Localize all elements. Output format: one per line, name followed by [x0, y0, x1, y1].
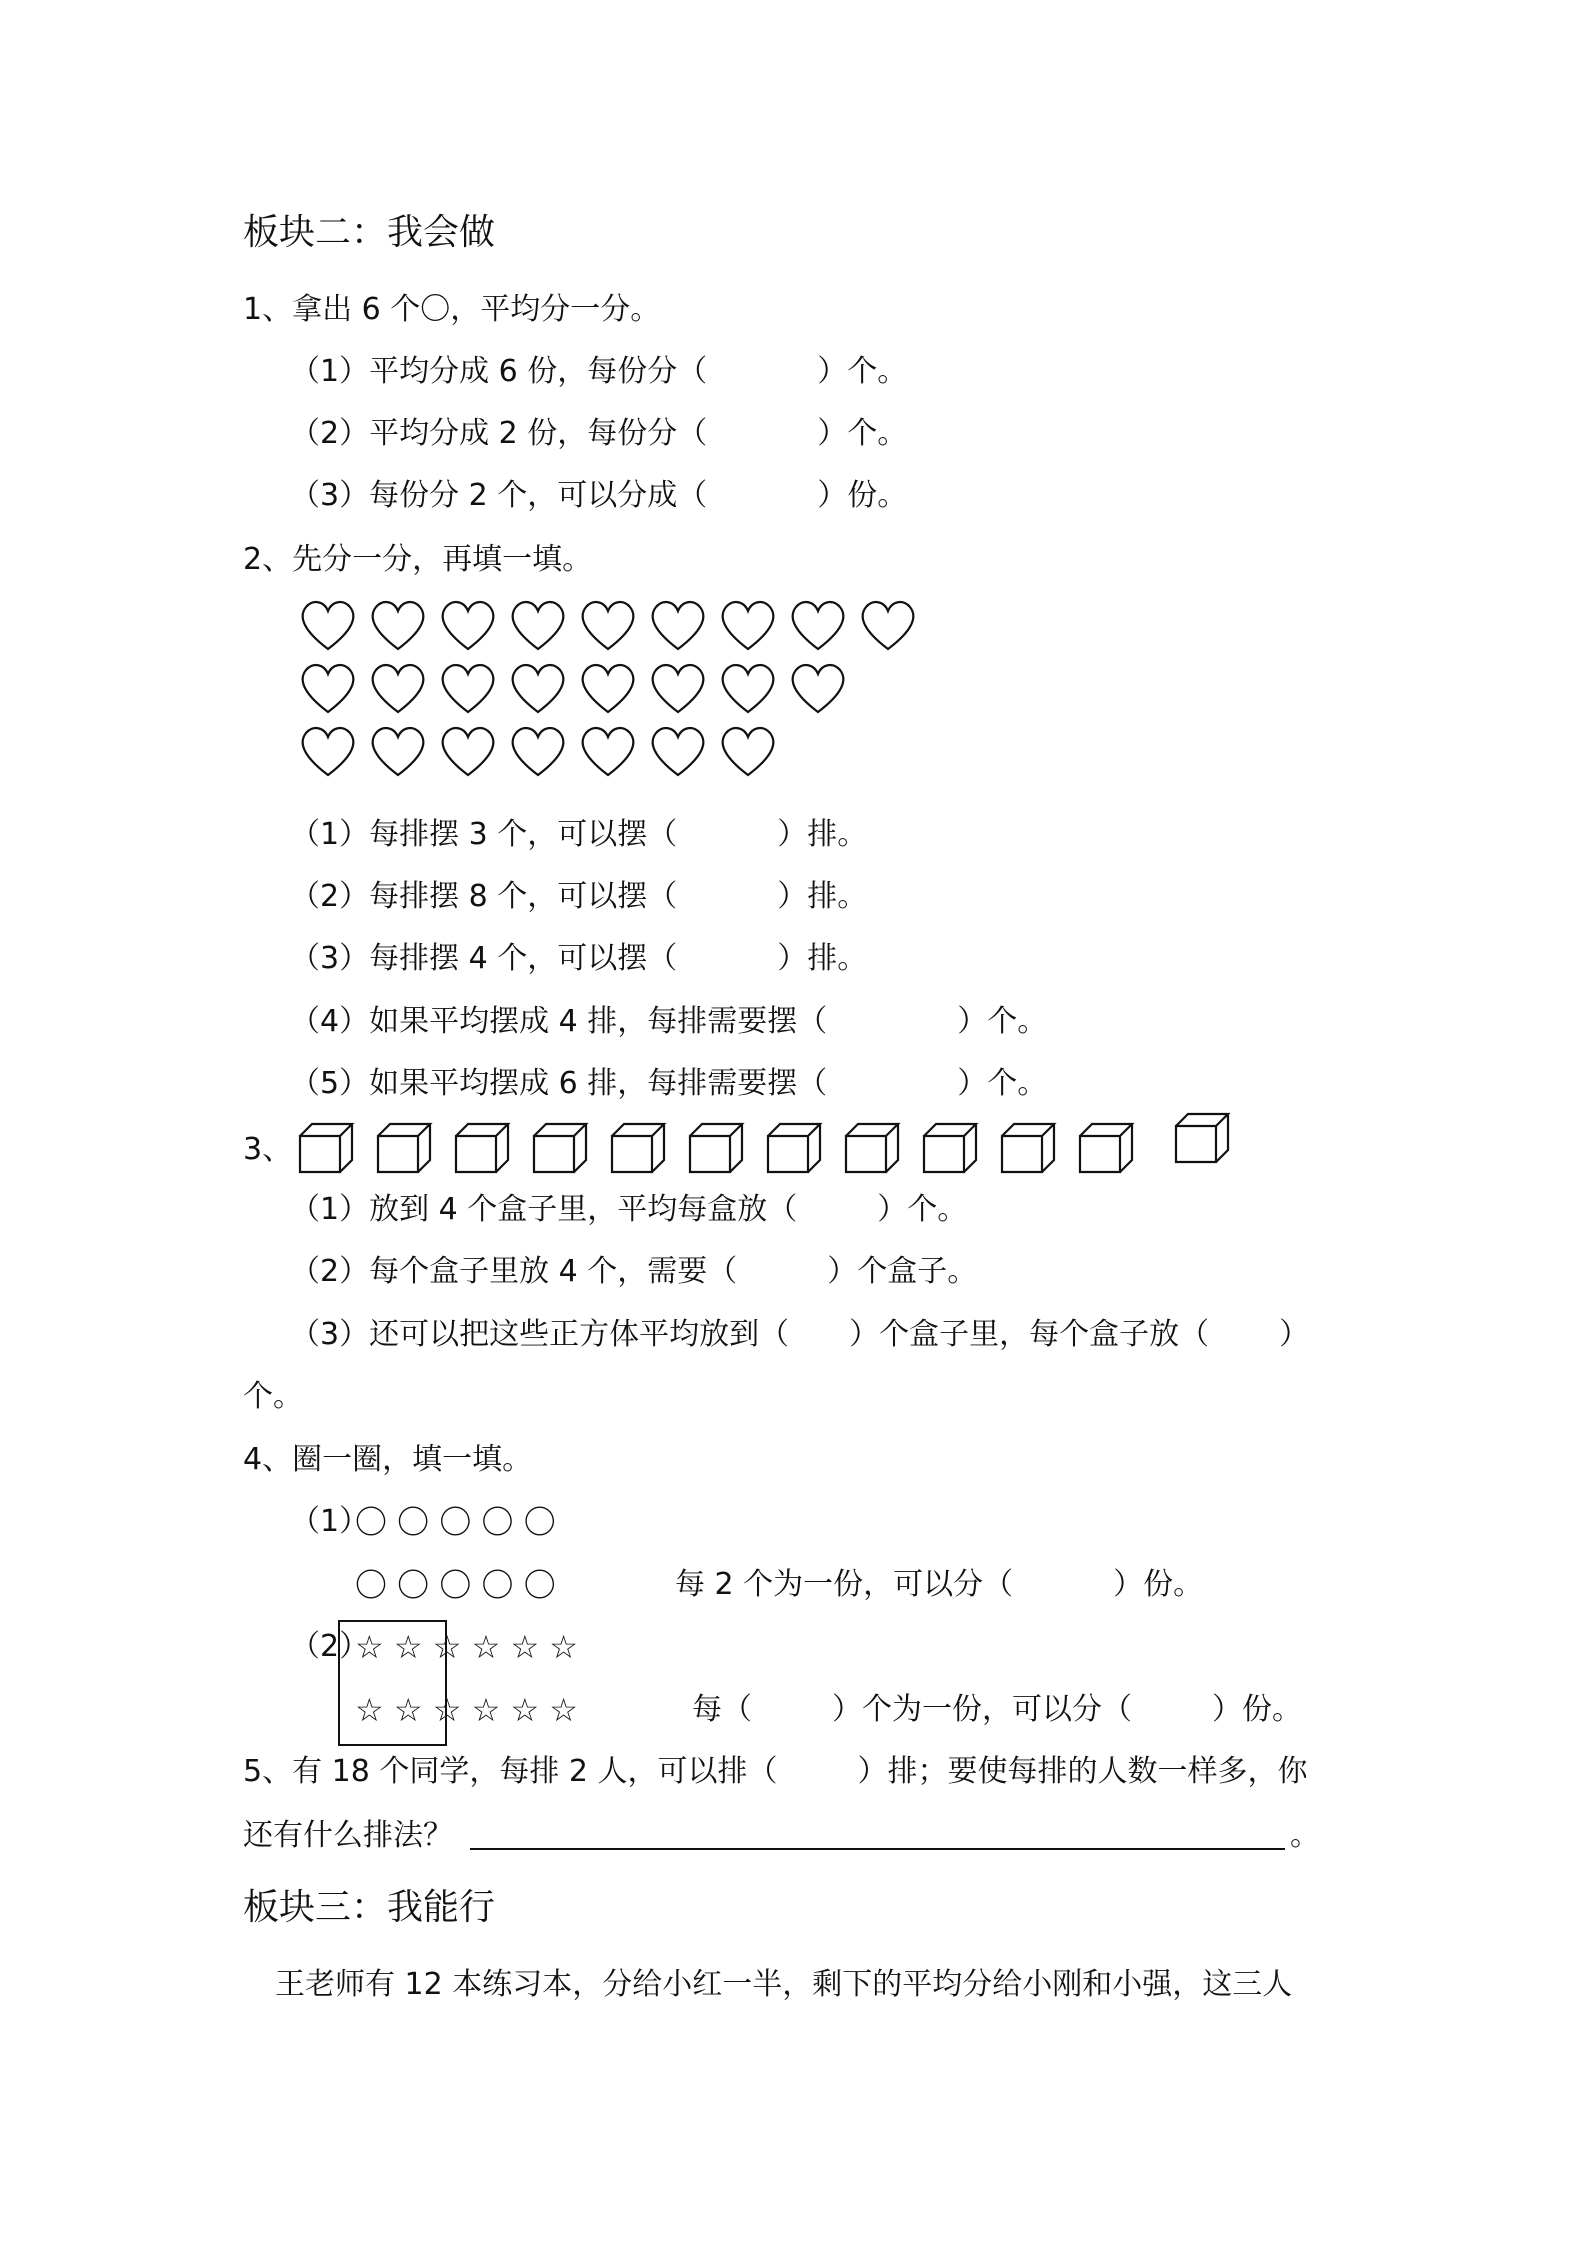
cube-icon[interactable] [1080, 1124, 1132, 1172]
q3-part3-cont: 个。 [243, 1379, 303, 1414]
stars-row-2[interactable]: ☆ ☆ ☆ ☆ ☆ ☆ [355, 1691, 578, 1729]
q2-part2-text-a: （2）每排摆 8 个，可以摆（ [290, 879, 678, 914]
hearts-figure [290, 595, 950, 795]
cube-icon[interactable] [1176, 1114, 1228, 1162]
q1-part1-text-a: （1）平均分成 6 份，每份分（ [290, 354, 708, 389]
q3-part1 [290, 1190, 967, 1230]
q2-part3-text-b: ）排。 [777, 941, 868, 976]
q1-part2-text-a: （2）平均分成 2 份，每份分（ [290, 416, 708, 451]
section3-text: 王老师有 12 本练习本，分给小红一半，剩下的平均分给小刚和小强，这三人 [275, 1967, 1293, 2002]
heart-icon[interactable] [583, 602, 634, 649]
heart-icon[interactable] [443, 665, 494, 712]
cube-icon[interactable] [1002, 1124, 1054, 1172]
q2-part3 [290, 939, 867, 979]
heart-icon[interactable] [653, 602, 704, 649]
heart-icon[interactable] [443, 728, 494, 775]
heart-icon[interactable] [723, 602, 774, 649]
q3-part2 [290, 1252, 977, 1292]
cube-icon[interactable] [456, 1124, 508, 1172]
q1-part3-text-a: （3）每份分 2 个，可以分成（ [290, 478, 708, 513]
heart-icon[interactable] [303, 602, 354, 649]
q1-part1-text-b: ）个。 [817, 354, 908, 389]
heart-icon[interactable] [583, 665, 634, 712]
q5-line1-text-b: ）排；要使每排的人数一样多，你 [857, 1754, 1308, 1789]
cubes-figure [298, 1110, 1248, 1185]
heart-icon[interactable] [653, 728, 704, 775]
heart-icon[interactable] [653, 665, 704, 712]
heart-icon[interactable] [513, 665, 564, 712]
q2-part5 [290, 1064, 1047, 1104]
heart-icon[interactable] [373, 665, 424, 712]
q1-part1 [290, 352, 907, 392]
heart-icon[interactable] [723, 728, 774, 775]
q3-part3-text-b: ）个盒子里，每个盒子放（ [849, 1317, 1210, 1352]
q4-s1-text [675, 1565, 1203, 1605]
q4-s2-text-a: 每（ [692, 1692, 752, 1727]
cube-icon[interactable] [300, 1124, 352, 1172]
q5-line2: 还有什么排法？ [243, 1818, 453, 1853]
q5-line1-text-a: 5、有 18 个同学，每排 2 人，可以排（ [243, 1754, 778, 1789]
q3-part3-text-a: （3）还可以把这些正方体平均放到（ [290, 1317, 790, 1352]
cube-icon[interactable] [534, 1124, 586, 1172]
q4-s2-text [692, 1690, 1302, 1730]
cube-icon[interactable] [690, 1124, 742, 1172]
q1-part2-text-b: ）个。 [817, 416, 908, 451]
q2-part4-text-b: ）个。 [957, 1004, 1048, 1039]
q4-s2-label: （2） [290, 1629, 370, 1664]
q1-part3 [290, 476, 907, 516]
stars-row-1[interactable]: ☆ ☆ ☆ ☆ ☆ ☆ [355, 1628, 578, 1666]
q3-part1-text-a: （1）放到 4 个盒子里，平均每盒放（ [290, 1192, 798, 1227]
heart-icon[interactable] [513, 602, 564, 649]
q3-label: 3、 [243, 1132, 293, 1167]
q2-title: 2、先分一分，再填一填。 [243, 542, 593, 577]
q5-line1 [243, 1752, 1308, 1792]
q3-part2-text-b: ）个盒子。 [827, 1254, 978, 1289]
q3-part2-text-a: （2）每个盒子里放 4 个，需要（ [290, 1254, 738, 1289]
cube-icon[interactable] [846, 1124, 898, 1172]
cube-icon[interactable] [378, 1124, 430, 1172]
heart-icon[interactable] [793, 665, 844, 712]
q1-part2 [290, 414, 907, 454]
heart-icon[interactable] [373, 602, 424, 649]
q2-part4-text-a: （4）如果平均摆成 4 排，每排需要摆（ [290, 1004, 828, 1039]
heart-icon[interactable] [303, 728, 354, 775]
cube-icon[interactable] [768, 1124, 820, 1172]
section2-title: 板块二：我会做 [243, 212, 496, 253]
q1-part3-text-b: ）份。 [817, 478, 908, 513]
q5-end: 。 [1290, 1818, 1320, 1853]
q4-s2-text-c: ）份。 [1212, 1692, 1302, 1727]
q4-s2-text-b: ）个为一份，可以分（ [832, 1692, 1132, 1727]
q4-s1-text-b: ）份。 [1113, 1567, 1204, 1602]
q3-part3 [290, 1315, 1309, 1355]
cube-icon[interactable] [612, 1124, 664, 1172]
section3-title: 板块三：我能行 [243, 1887, 496, 1928]
q4-s1-text-a: 每 2 个为一份，可以分（ [675, 1567, 1014, 1602]
q3-part1-text-b: ）个。 [877, 1192, 968, 1227]
q2-part1-text-b: ）排。 [777, 817, 868, 852]
heart-icon[interactable] [723, 665, 774, 712]
cube-icon[interactable] [924, 1124, 976, 1172]
q2-part2 [290, 877, 867, 917]
q2-part5-text-b: ）个。 [957, 1066, 1048, 1101]
q2-part3-text-a: （3）每排摆 4 个，可以摆（ [290, 941, 678, 976]
q3-part3-text-c: ） [1279, 1317, 1310, 1352]
q1-title: 1、拿出 6 个〇，平均分一分。 [243, 292, 661, 327]
heart-icon[interactable] [863, 602, 914, 649]
heart-icon[interactable] [373, 728, 424, 775]
circles-row-1[interactable]: 〇 〇 〇 〇 〇 [355, 1503, 556, 1541]
circles-row-2[interactable]: 〇 〇 〇 〇 〇 [355, 1566, 556, 1604]
q2-part2-text-b: ）排。 [777, 879, 868, 914]
q5-answer-line[interactable] [470, 1848, 1285, 1850]
heart-icon[interactable] [793, 602, 844, 649]
heart-icon[interactable] [443, 602, 494, 649]
q2-part1 [290, 815, 867, 855]
heart-icon[interactable] [513, 728, 564, 775]
q2-part4 [290, 1002, 1047, 1042]
q2-part1-text-a: （1）每排摆 3 个，可以摆（ [290, 817, 678, 852]
q2-part5-text-a: （5）如果平均摆成 6 排，每排需要摆（ [290, 1066, 828, 1101]
heart-icon[interactable] [583, 728, 634, 775]
q4-title: 4、圈一圈，填一填。 [243, 1442, 533, 1477]
q4-s1-label: （1） [290, 1504, 370, 1539]
heart-icon[interactable] [303, 665, 354, 712]
